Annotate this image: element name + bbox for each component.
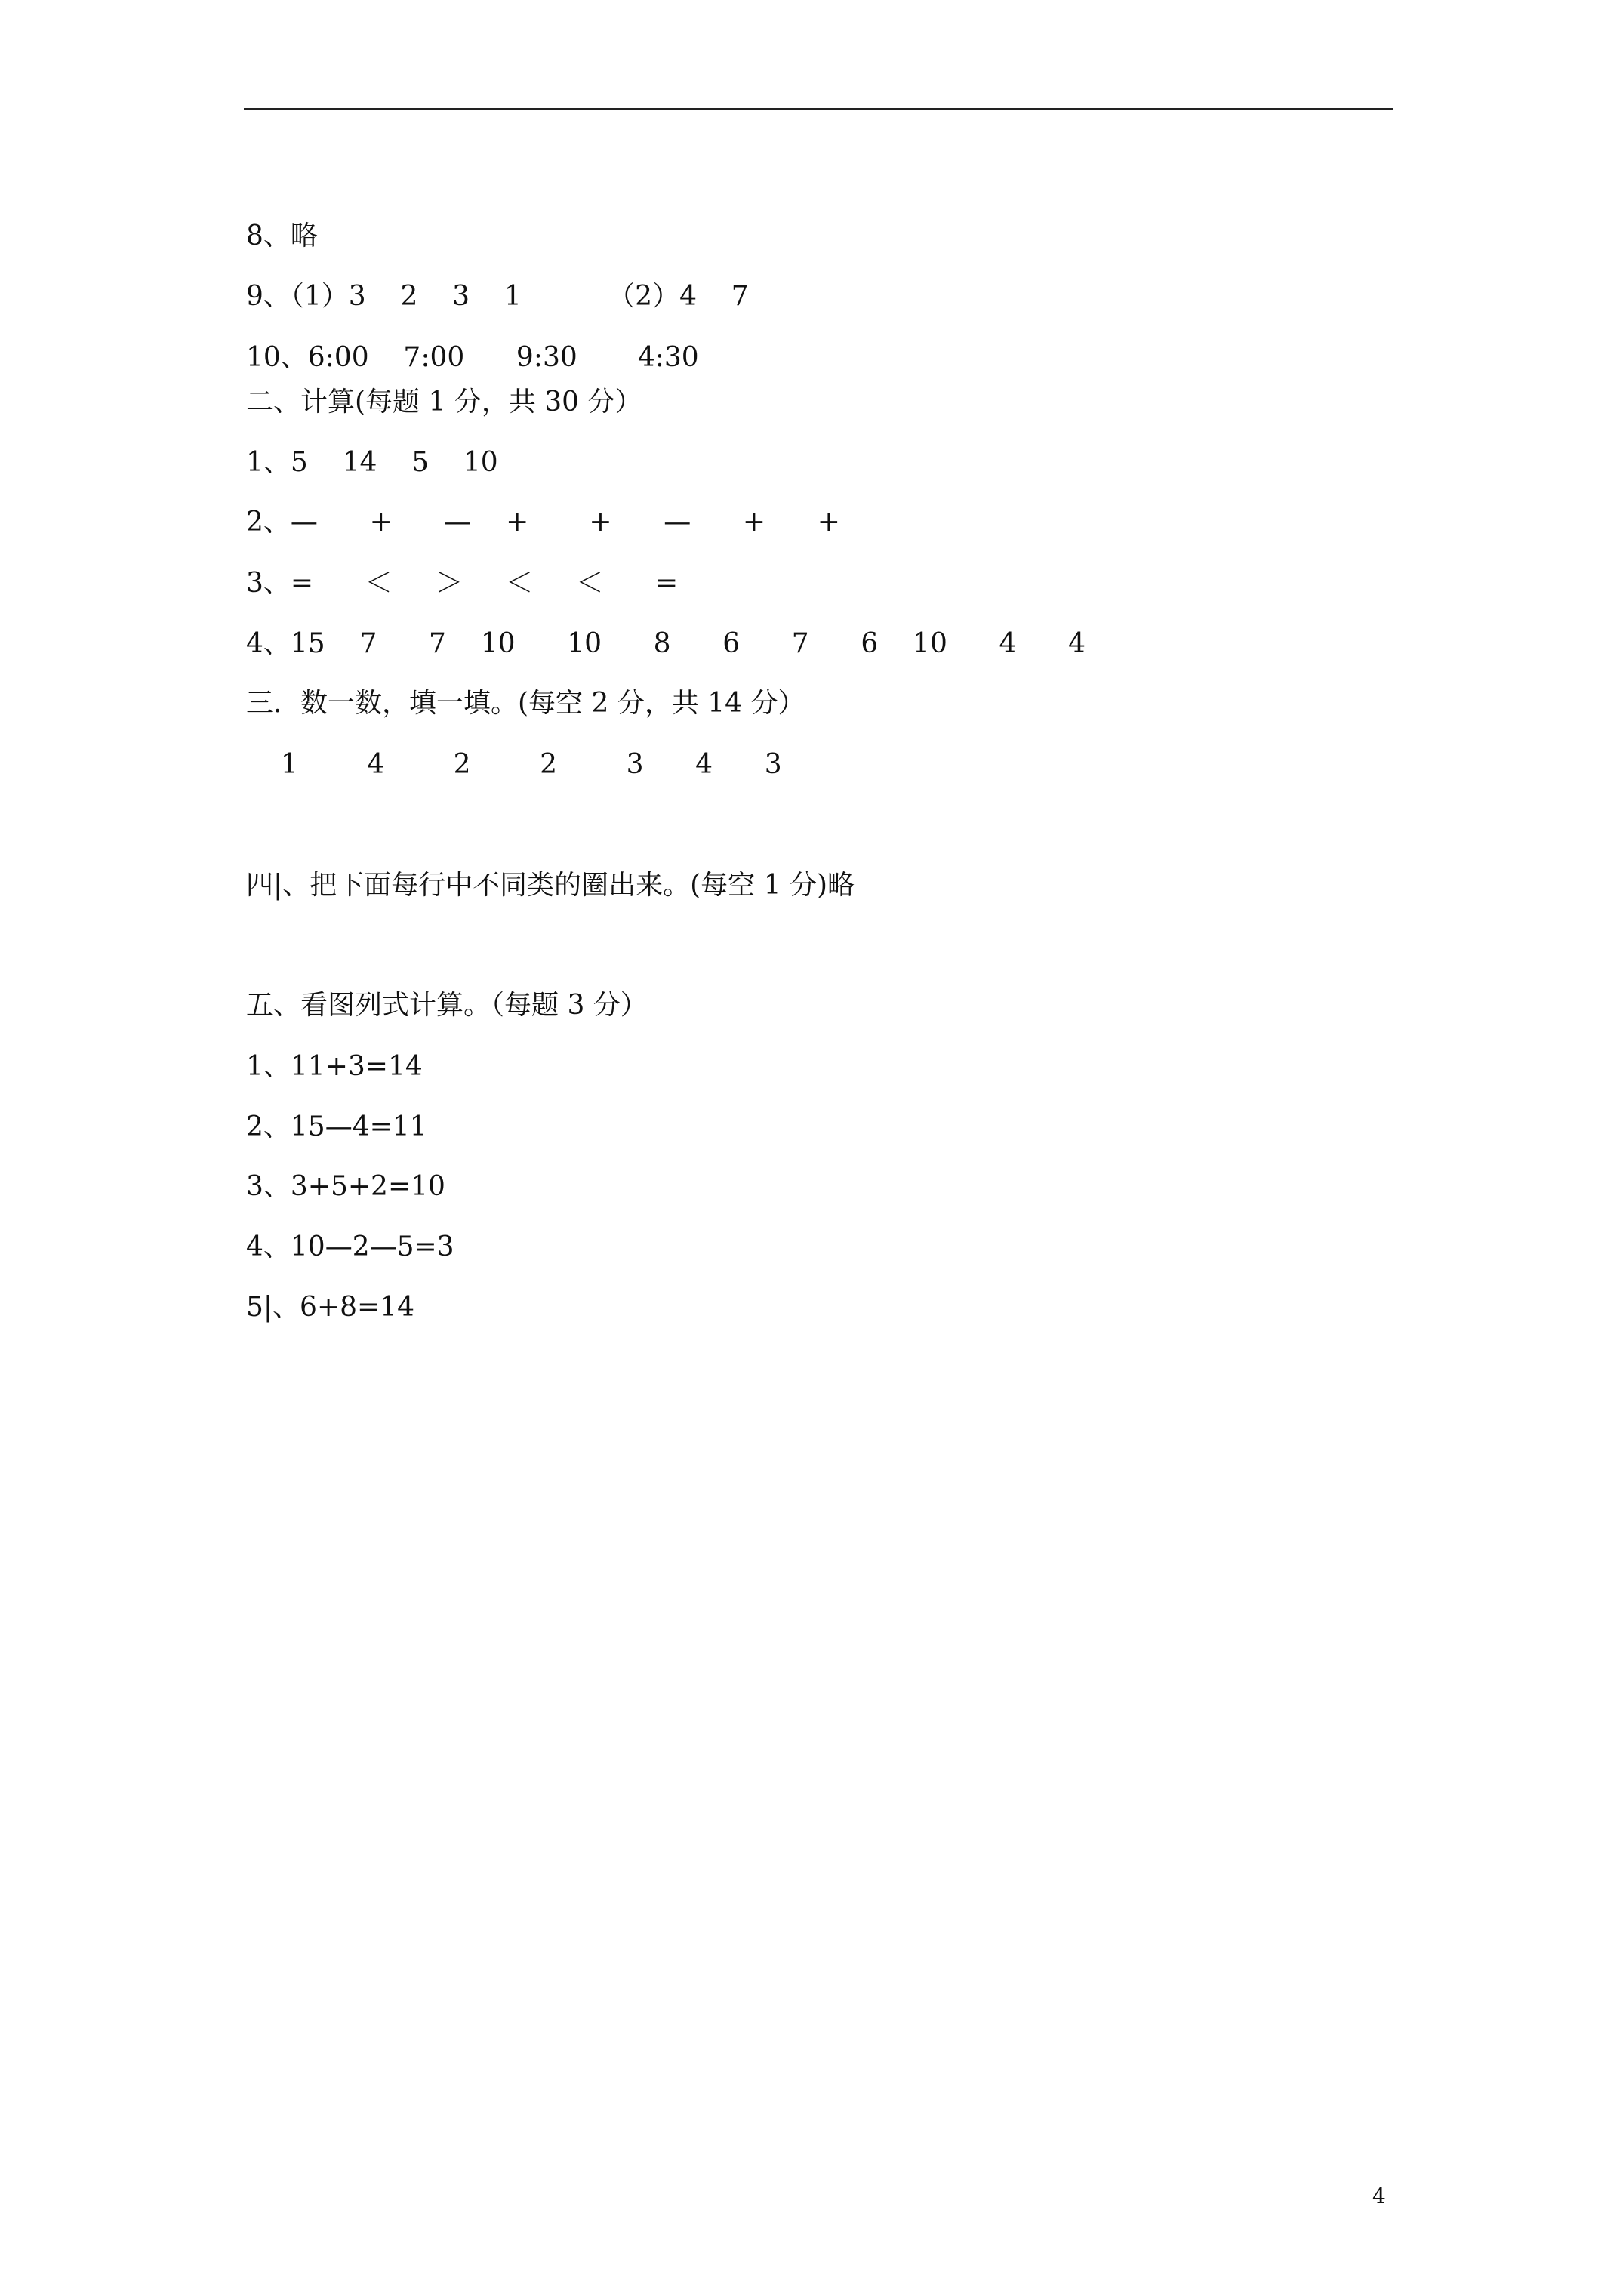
calc-line-4: 4、15 7 7 10 10 8 6 7 6 10 4 4 bbox=[246, 628, 1086, 659]
answer-line-10: 10、6:00 7:00 9:30 4:30 bbox=[246, 342, 699, 373]
count-answers: 1 4 2 2 3 4 3 bbox=[246, 749, 782, 780]
answer-line-9: 9、（1）3 2 3 1 （2）4 7 bbox=[246, 281, 749, 312]
equation-line-3: 3、3+5+2=10 bbox=[246, 1171, 445, 1202]
section-heading-5: 五、看图列式计算。（每题 3 分） bbox=[246, 990, 648, 1021]
equation-line-4: 4、10—2—5=3 bbox=[246, 1231, 454, 1262]
section-heading-2: 二、计算(每题 1 分，共 30 分） bbox=[246, 387, 642, 418]
header-rule bbox=[244, 108, 1393, 110]
equation-line-2: 2、15—4=11 bbox=[246, 1111, 427, 1142]
answer-line-8: 8、略 bbox=[246, 220, 318, 251]
calc-line-2: 2、— + — + + — + + bbox=[246, 507, 840, 538]
section-heading-4: 四|、把下面每行中不同类的圈出来。(每空 1 分)略 bbox=[246, 870, 855, 901]
page-number: 4 bbox=[1372, 2184, 1386, 2208]
calc-line-1: 1、5 14 5 10 bbox=[246, 447, 498, 478]
calc-line-3: 3、= ＜ ＞ ＜ ＜ = bbox=[246, 568, 679, 599]
equation-line-1: 1、11+3=14 bbox=[246, 1051, 423, 1082]
equation-line-5: 5|、6+8=14 bbox=[246, 1292, 414, 1323]
section-heading-3: 三．数一数，填一填。(每空 2 分，共 14 分） bbox=[246, 688, 805, 719]
